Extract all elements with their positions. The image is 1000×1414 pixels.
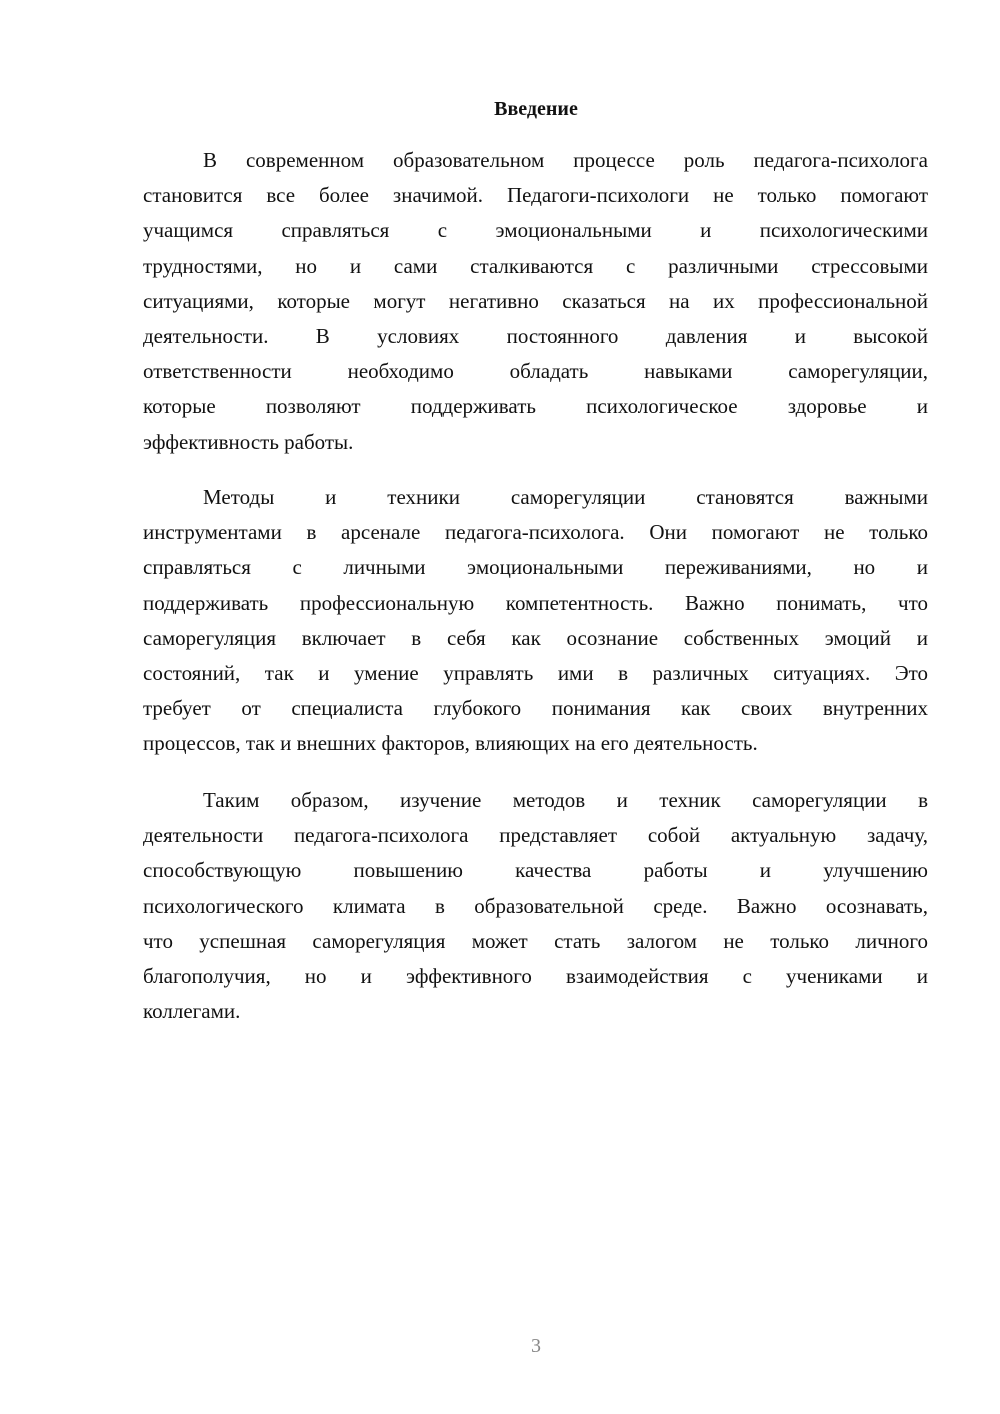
text-line: что успешная саморегуляция может стать залогом не только личного xyxy=(143,928,928,953)
text-line: эффективность работы. xyxy=(143,429,354,454)
text-line: саморегуляция включает в себя как осознание собственных эмоций и xyxy=(143,625,928,650)
text-line: которые позволяют поддерживать психологическое здоровье и xyxy=(143,394,928,419)
paragraph-2 xyxy=(143,480,928,762)
text-line: поддерживать профессиональную компетентность. Важно понимать, что xyxy=(143,590,928,615)
text-line: благополучия, но и эффективного взаимодействия с учениками и xyxy=(143,964,928,989)
text-line: требует от специалиста глубокого понимания как своих внутренних xyxy=(143,696,928,721)
paragraph-1 xyxy=(143,143,928,460)
page-number: 3 xyxy=(531,1335,541,1357)
text-line: становится все более значимой. Педагоги-психологи не только помогают xyxy=(143,183,928,208)
text-line: Таким образом, изучение методов и техник саморегуляции в xyxy=(203,788,928,812)
text-line: деятельности педагога-психолога представляет собой актуальную задачу, xyxy=(143,823,928,848)
text-line: процессов, так и внешних факторов, влияющих на его деятельность. xyxy=(143,731,758,756)
text-line: коллегами. xyxy=(143,999,241,1024)
section-title: Введение xyxy=(494,98,578,120)
text-line: ответственности необходимо обладать навыками саморегуляции, xyxy=(143,359,928,384)
text-line: Методы и техники саморегуляции становятся важными xyxy=(203,485,928,509)
text-line: В современном образовательном процессе роль педагога-психолога xyxy=(203,148,928,172)
text-line: способствующую повышению качества работы и улучшению xyxy=(143,858,928,883)
text-line: справляться с личными эмоциональными переживаниями, но и xyxy=(143,555,928,580)
text-line: психологического климата в образовательной среде. Важно осознавать, xyxy=(143,893,928,918)
text-line: деятельности. В условиях постоянного давления и высокой xyxy=(143,324,928,349)
text-line: состояний, так и умение управлять ими в различных ситуациях. Это xyxy=(143,661,928,686)
text-line: инструментами в арсенале педагога-психолога. Они помогают не только xyxy=(143,520,928,545)
paragraph-3 xyxy=(143,783,928,1029)
text-line: трудностями, но и сами сталкиваются с различными стрессовыми xyxy=(143,253,928,278)
text-line: учащимся справляться с эмоциональными и психологическими xyxy=(143,218,928,243)
text-line: ситуациями, которые могут негативно сказаться на их профессиональной xyxy=(143,288,928,313)
